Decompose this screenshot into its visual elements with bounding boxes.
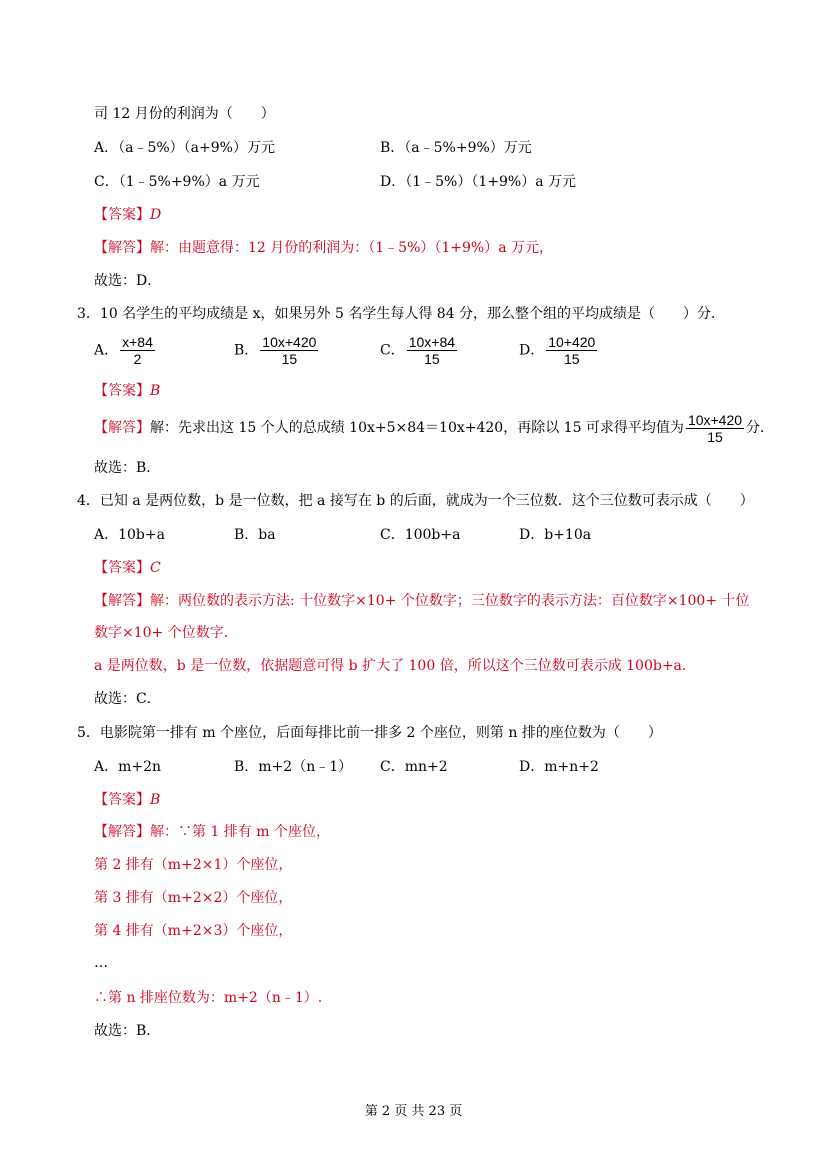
q5-option-c: C．mn+2 — [380, 759, 448, 775]
q5-solution-line-4: 第 4 排有（m+2×3）个座位， — [94, 923, 293, 939]
q3-option-c — [380, 334, 459, 367]
q4-conclusion: 故选：C． — [94, 691, 161, 707]
option-letter: C． — [380, 342, 405, 359]
fraction-denominator: 15 — [281, 351, 298, 367]
fraction-numerator: 10+420 — [548, 334, 596, 350]
answer-label: 【答案】 — [94, 792, 150, 808]
q3-answer — [94, 381, 160, 401]
q5-answer — [94, 790, 160, 810]
fraction-numerator: 10x+420 — [262, 334, 317, 350]
q4-option-c: C．100b+a — [380, 527, 461, 543]
q5-stem — [77, 723, 662, 743]
fraction-denominator: 15 — [424, 351, 440, 367]
q5-conclusion: 故选：B． — [94, 1023, 161, 1039]
q2-stem-tail: 司 12 月份的利润为（ ） — [94, 106, 275, 122]
solution-text: 解：∵第 1 排有 m 个座位， — [150, 824, 330, 840]
fraction-numerator: 10x+84 — [408, 334, 456, 350]
solution-text: 解：由题意得：12 月份的利润为：（1﹣5%）（1+9%）a 万元， — [150, 240, 554, 256]
q3-conclusion: 故选：B． — [94, 460, 161, 476]
q2-option-a: A．（a﹣5%）（a+9%）万元 — [94, 140, 275, 156]
solution-label: 【解答】 — [94, 593, 150, 609]
option-fraction — [260, 334, 318, 367]
q3-option-d — [519, 334, 599, 367]
q4-option-a: A．10b+a — [94, 527, 165, 543]
answer-value: B — [150, 383, 161, 399]
q5-solution-line-5: … — [94, 955, 108, 971]
q3-solution — [94, 410, 774, 446]
option-fraction — [546, 334, 597, 367]
question-text: 已知 a 是两位数，b 是一位数，把 a 接写在 b 的后面，就成为一个三位数．这个三位数可表示成（ ） — [99, 493, 754, 509]
q3-stem — [77, 304, 725, 324]
answer-label: 【答案】 — [94, 207, 150, 223]
q5-option-d: D．m+n+2 — [519, 759, 599, 775]
question-number: 4． — [77, 493, 100, 509]
q4-answer — [94, 558, 161, 578]
q3-option-a — [94, 334, 157, 367]
q5-solution-line-2: 第 2 排有（m+2×1）个座位， — [94, 857, 293, 873]
q3-option-b — [234, 334, 320, 367]
option-fraction — [407, 334, 457, 367]
page-footer: 第 2 页 共 23 页 — [364, 1104, 463, 1119]
q4-option-d: D．b+10a — [519, 527, 592, 543]
q2-solution — [94, 238, 553, 258]
fraction-denominator: 2 — [133, 351, 142, 367]
answer-label: 【答案】 — [94, 560, 150, 576]
q4-solution-line-1 — [94, 591, 750, 611]
question-text: 10 名学生的平均成绩是 x，如果另外 5 名学生每人得 84 分，那么整个组的平均成绩是（ ）分． — [99, 306, 726, 322]
q2-option-b: B．（a﹣5%+9%）万元 — [380, 140, 532, 156]
q5-solution-line-3: 第 3 排有（m+2×2）个座位， — [94, 890, 293, 906]
q2-answer — [94, 205, 161, 225]
option-letter: A． — [94, 342, 119, 359]
option-fraction — [120, 334, 155, 367]
answer-value: D — [150, 207, 162, 223]
fraction-denominator: 15 — [564, 351, 580, 367]
fraction-numerator: x+84 — [122, 334, 153, 350]
question-text: 电影院第一排有 m 个座位，后面每排比前一排多 2 个座位，则第 n 排的座位数为（ ） — [99, 725, 662, 741]
q5-option-b: B．m+2（n﹣1） — [234, 759, 353, 775]
solution-label: 【解答】 — [94, 420, 150, 436]
answer-label: 【答案】 — [94, 383, 150, 399]
solution-text: 解：先求出这 15 个人的总成绩 10x+5×84＝10x+420，再除以 15 可求得平均值为 — [150, 420, 684, 436]
question-number: 5． — [77, 725, 100, 741]
solution-suffix: 分． — [746, 420, 775, 436]
answer-value: B — [150, 792, 161, 808]
solution-text: 解：两位数的表示方法: 十位数字×10+ 个位数字；三位数字的表示方法：百位数字×100+ 十位 — [150, 593, 750, 609]
q4-option-b: B．ba — [234, 527, 276, 543]
solution-fraction — [686, 412, 744, 445]
q5-option-a: A．m+2n — [94, 759, 162, 775]
q5-solution-line-6: ∴第 n 排座位数为：m+2（n﹣1）. — [94, 990, 323, 1006]
answer-value: C — [150, 560, 161, 576]
q4-stem — [77, 491, 754, 511]
q4-solution-line-2: 数字×10+ 个位数字． — [94, 625, 238, 641]
q2-option-d: D．（1﹣5%）（1+9%）a 万元 — [380, 174, 576, 190]
question-number: 3． — [77, 306, 100, 322]
q4-solution-line-3: a 是两位数，b 是一位数，依据题意可得 b 扩大了 100 倍，所以这个三位数可表示成 100b+a． — [94, 658, 696, 674]
q2-conclusion: 故选：D． — [94, 273, 162, 289]
q2-option-c: C．（1﹣5%+9%）a 万元 — [94, 174, 260, 190]
option-letter: D． — [519, 342, 545, 359]
solution-label: 【解答】 — [94, 824, 150, 840]
fraction-denominator: 15 — [707, 428, 723, 445]
option-letter: B． — [234, 342, 259, 359]
q5-solution-line-1 — [94, 822, 330, 842]
solution-label: 【解答】 — [94, 240, 150, 256]
fraction-numerator: 10x+420 — [687, 411, 743, 428]
